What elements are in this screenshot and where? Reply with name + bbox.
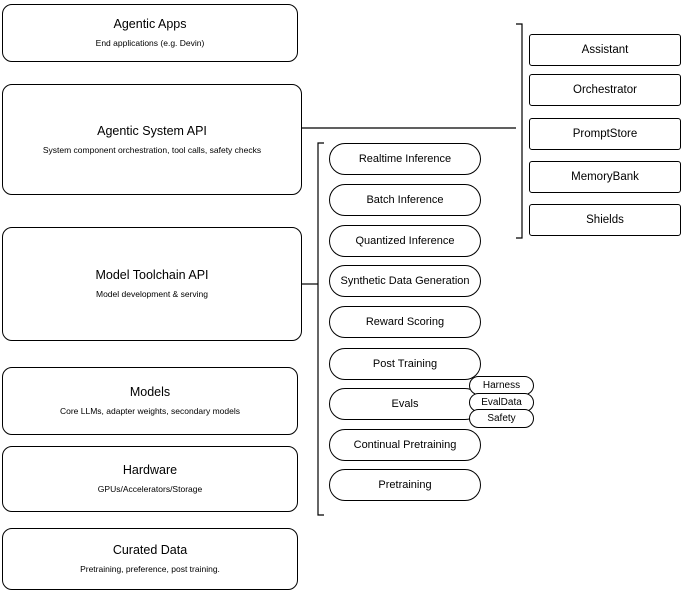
layer-agentic-apps[interactable] <box>2 4 298 62</box>
component-memorybank[interactable] <box>529 161 681 193</box>
layer-subtitle: End applications (e.g. Devin) <box>95 38 205 48</box>
component-safety[interactable] <box>469 409 534 428</box>
layer-subtitle: Model development & serving <box>96 289 208 299</box>
component-assistant[interactable] <box>529 34 681 66</box>
layer-model-toolchain-api[interactable] <box>2 227 302 341</box>
layer-subtitle: Core LLMs, adapter weights, secondary models <box>59 406 240 416</box>
component-label: PromptStore <box>572 128 638 140</box>
component-label: Synthetic Data Generation <box>340 275 470 287</box>
layer-curated-data[interactable] <box>2 528 298 590</box>
component-label: MemoryBank <box>571 171 639 183</box>
component-shields[interactable] <box>529 204 681 236</box>
layer-subtitle: Pretraining, preference, post training. <box>80 564 220 574</box>
component-promptstore[interactable] <box>529 118 681 150</box>
layer-subtitle: System component orchestration, tool calls, safety checks <box>42 144 262 155</box>
component-reward-scoring[interactable] <box>329 306 481 338</box>
layer-hardware[interactable] <box>2 446 298 512</box>
component-label: Continual Pretraining <box>353 439 457 451</box>
component-label: Quantized Inference <box>355 235 455 247</box>
component-label: Assistant <box>581 44 629 56</box>
component-realtime-inference[interactable] <box>329 143 481 175</box>
component-synthetic-data-generation[interactable] <box>329 265 481 297</box>
component-label: Batch Inference <box>366 194 444 206</box>
layer-title: Curated Data <box>112 543 188 557</box>
component-label: Evals <box>391 398 419 410</box>
component-post-training[interactable] <box>329 348 481 380</box>
component-evals[interactable] <box>329 388 481 420</box>
component-batch-inference[interactable] <box>329 184 481 216</box>
component-label: Orchestrator <box>573 84 637 96</box>
component-label: Safety <box>487 413 516 424</box>
component-orchestrator[interactable] <box>529 74 681 106</box>
layer-agentic-system-api[interactable] <box>2 84 302 195</box>
layer-title: Agentic System API <box>97 123 207 138</box>
component-label: EvalData <box>481 397 522 408</box>
component-continual-pretraining[interactable] <box>329 429 481 461</box>
component-label: Reward Scoring <box>365 316 445 328</box>
component-label: Shields <box>586 214 624 226</box>
component-pretraining[interactable] <box>329 469 481 501</box>
component-label: Pretraining <box>378 479 432 491</box>
layer-title: Model Toolchain API <box>95 268 209 282</box>
component-label: Realtime Inference <box>358 153 452 165</box>
component-label: Post Training <box>372 358 438 370</box>
layer-title: Agentic Apps <box>113 17 187 31</box>
layer-subtitle: GPUs/Accelerators/Storage <box>97 484 203 494</box>
layer-title: Models <box>129 385 171 399</box>
layer-models[interactable] <box>2 367 298 435</box>
component-label: Harness <box>482 380 521 391</box>
component-quantized-inference[interactable] <box>329 225 481 257</box>
layer-title: Hardware <box>122 463 178 477</box>
